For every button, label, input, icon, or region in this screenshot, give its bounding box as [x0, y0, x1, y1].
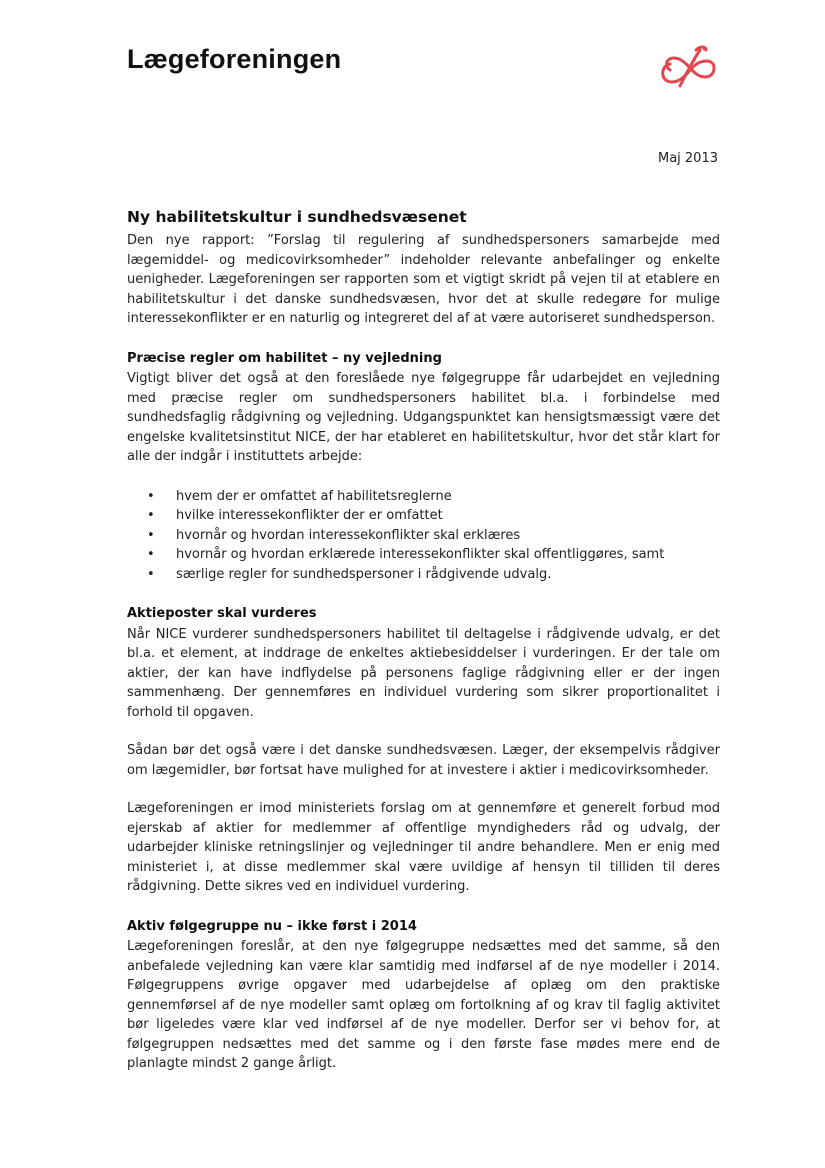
document-date: Maj 2013	[657, 151, 718, 166]
section-habilitet-paragraph: Vigtigt bliver det også at den foreslåede nye følgegruppe får udarbejdet en vejledning med præcise regler om sundhedspersoners habilitet bl.a. i forbindelse med sundhedsfaglig rådgivning og vejledning. Udgangspunktet kan hensigtsmæssigt være det engelske kvalitetsinstitut NICE, der har etableret en habilitetskultur, hvor det står klart for alle der indgår i instituttets arbejde:	[127, 371, 720, 464]
bullet-icon: •	[147, 488, 155, 504]
section-foelgegruppe-paragraph: Lægeforeningen foreslår, at den nye følgegruppe nedsættes med det samme, så den anbefalede vejledning kan være klar samtidig med indførsel af de nye modeller i 2014. Følgegruppens øvrige opgaver med udarbejdelse af oplæg om den praktiske gennemførsel af de nye modeller samt oplæg om fortolkning af og krav til faglig aktivitet bør ligeledes være klar ved indførsel af de nye modeller. Derfor ser vi behov for, at følgegruppen nedsættes med det samme og i den første fase mødes mere end de planlagte mindst 2 gange årligt.	[127, 939, 720, 1071]
staff-of-asclepius-icon	[656, 42, 720, 92]
section-heading-foelgegruppe: Aktiv følgegruppe nu – ikke først i 2014	[127, 918, 417, 934]
bullet-icon: •	[147, 508, 155, 523]
list-item: • hvornår og hvordan interessekonflikter skal erklæres	[127, 526, 720, 546]
organization-name: Lægeforeningen	[127, 44, 342, 74]
document-body	[127, 205, 720, 1074]
list-item: • hvilke interessekonflikter der er omfattet	[127, 506, 720, 526]
section-aktieposter-paragraph-2: Sådan bør det også være i det danske sundhedsvæsen. Læger, der eksempelvis rådgiver om lægemidler, bør fortsat have mulighed for at investere i aktier i medicovirksomheder.	[127, 743, 720, 778]
section-aktieposter-paragraph-1: Når NICE vurderer sundhedspersoners habilitet til deltagelse i rådgivende udvalg, er det bl.a. et element, at inddrage de enkeltes aktiebesiddelser i vurderingen. Er der tale om aktier, der kan have indflydelse på personens faglige rådgivning eller er der ingen sammenhæng. Der gennemføres en individuel vurdering som sikrer proportionalitet i forhold til opgaven.	[127, 626, 720, 720]
bullet-icon: •	[147, 547, 155, 562]
document-title: Ny habilitetskultur i sundhedsvæsenet	[127, 208, 467, 226]
list-item: • hvornår og hvordan erklærede interessekonflikter skal offentliggøres, samt	[127, 545, 720, 565]
section-heading-aktieposter: Aktieposter skal vurderes	[127, 606, 317, 621]
list-item: • hvem der er omfattet af habilitetsreglerne	[127, 487, 720, 507]
list-item: • særlige regler for sundhedspersoner i rådgivende udvalg.	[127, 565, 720, 585]
bullet-icon: •	[147, 527, 155, 543]
nice-criteria-list	[127, 487, 720, 585]
section-aktieposter-paragraph-3: Lægeforeningen er imod ministeriets forslag om at gennemføre et generelt forbud mod ejerskab af aktier for medlemmer af offentlige myndigheders råd og udvalg, der udarbejder kliniske retningslinjer og vejledninger til andre behandlere. Men er enig med ministeriet i, at disse medlemmer skal være uvildige af hensyn til tilliden til deres rådgivning. Dette sikres ved en individuel vurdering.	[127, 801, 720, 894]
intro-paragraph: Den nye rapport: ”Forslag til regulering af sundhedspersoners samarbejde med lægemiddel- og medicovirksomheder” indeholder relevante anbefalinger og enkelte uenigheder. Lægeforeningen ser rapporten som et vigtigt skridt på vejen til at etablere en habilitetskultur i det danske sundhedsvæsen, hvor det at skulle redegøre for mulige interessekonflikter er en naturlig og integreret del af at være autoriseret sundhedsperson.	[127, 233, 720, 326]
bullet-icon: •	[147, 566, 155, 582]
section-heading-habilitet: Præcise regler om habilitet – ny vejledning	[127, 350, 442, 366]
